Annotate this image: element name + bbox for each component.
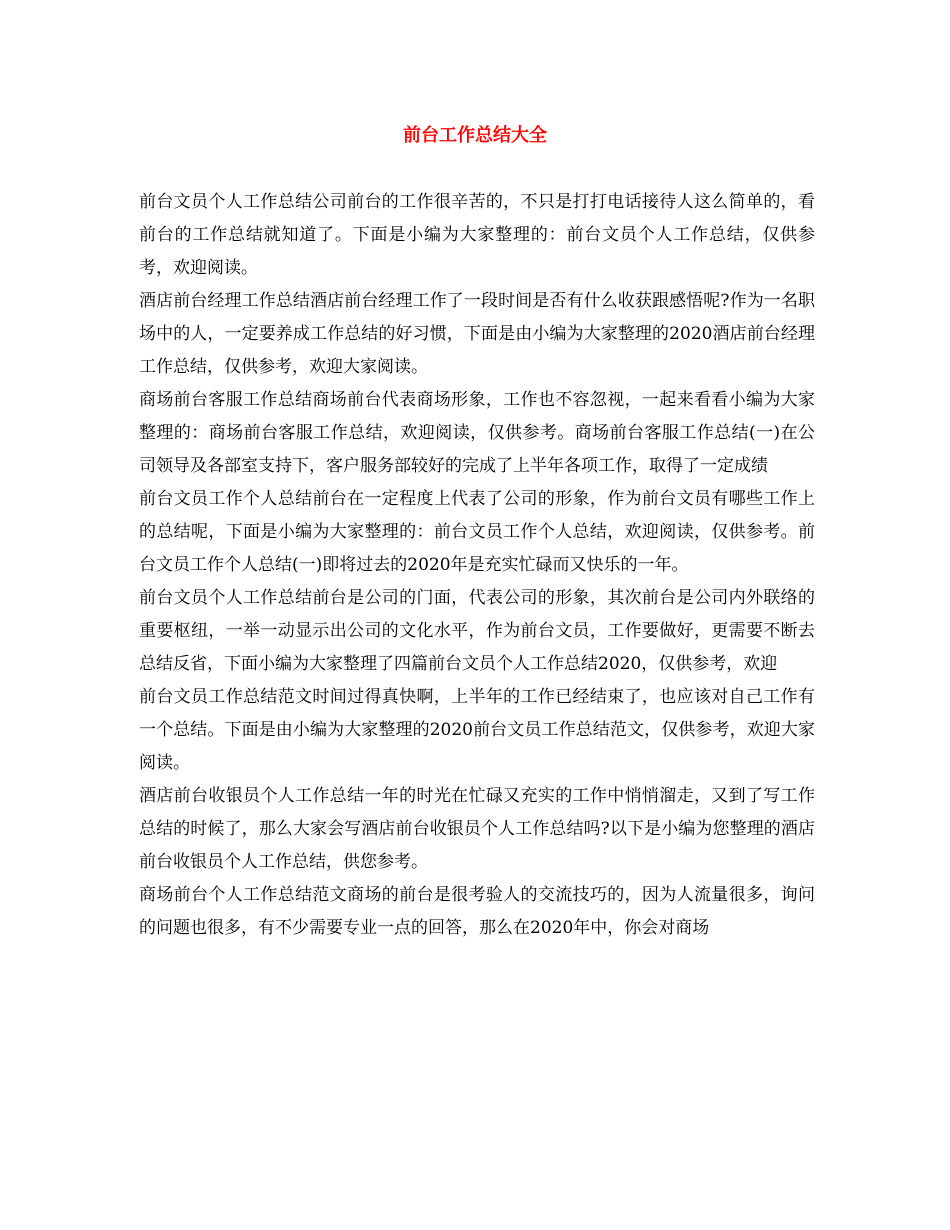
document-title: 前台工作总结大全	[403, 125, 547, 146]
paragraph-7: 酒店前台收银员个人工作总结一年的时光在忙碌又充实的工作中悄悄溜走，又到了写工作总结的时候了，那么大家会写酒店前台收银员个人工作总结吗?以下是小编为您整理的酒店前台收银员个人工作总结，供您参考。	[139, 786, 815, 872]
paragraph-1: 前台文员个人工作总结公司前台的工作很辛苦的，不只是打打电话接待人这么简单的，看前台的工作总结就知道了。下面是小编为大家整理的：前台文员个人工作总结，仅供参考，欢迎阅读。	[139, 192, 815, 278]
document-body	[139, 186, 815, 945]
paragraph-5: 前台文员个人工作总结前台是公司的门面，代表公司的形象，其次前台是公司内外联络的重要枢纽，一举一动显示出公司的文化水平，作为前台文员，工作要做好，更需要不断去总结反省，下面小编为大家整理了四篇前台文员个人工作总结2020，仅供参考，欢迎	[139, 588, 815, 674]
paragraph-8: 商场前台个人工作总结范文商场的前台是很考验人的交流技巧的，因为人流量很多，询问的问题也很多，有不少需要专业一点的回答，那么在2020年中，你会对商场	[139, 885, 815, 938]
paragraph-3: 商场前台客服工作总结商场前台代表商场形象，工作也不容忽视，一起来看看小编为大家整理的：商场前台客服工作总结，欢迎阅读，仅供参考。商场前台客服工作总结(一)在公司领导及各部室支持下，客户服务部较好的完成了上半年各项工作，取得了一定成绩	[139, 390, 815, 476]
paragraph-2: 酒店前台经理工作总结酒店前台经理工作了一段时间是否有什么收获跟感悟呢?作为一名职场中的人，一定要养成工作总结的好习惯，下面是由小编为大家整理的2020酒店前台经理工作总结，仅供参考，欢迎大家阅读。	[139, 291, 815, 377]
paragraph-4: 前台文员工作个人总结前台在一定程度上代表了公司的形象，作为前台文员有哪些工作上的总结呢，下面是小编为大家整理的：前台文员工作个人总结，欢迎阅读，仅供参考。前台文员工作个人总结(一)即将过去的2020年是充实忙碌而又快乐的一年。	[139, 489, 815, 575]
paragraph-6: 前台文员工作总结范文时间过得真快啊，上半年的工作已经结束了，也应该对自己工作有一个总结。下面是由小编为大家整理的2020前台文员工作总结范文，仅供参考，欢迎大家阅读。	[139, 687, 815, 773]
